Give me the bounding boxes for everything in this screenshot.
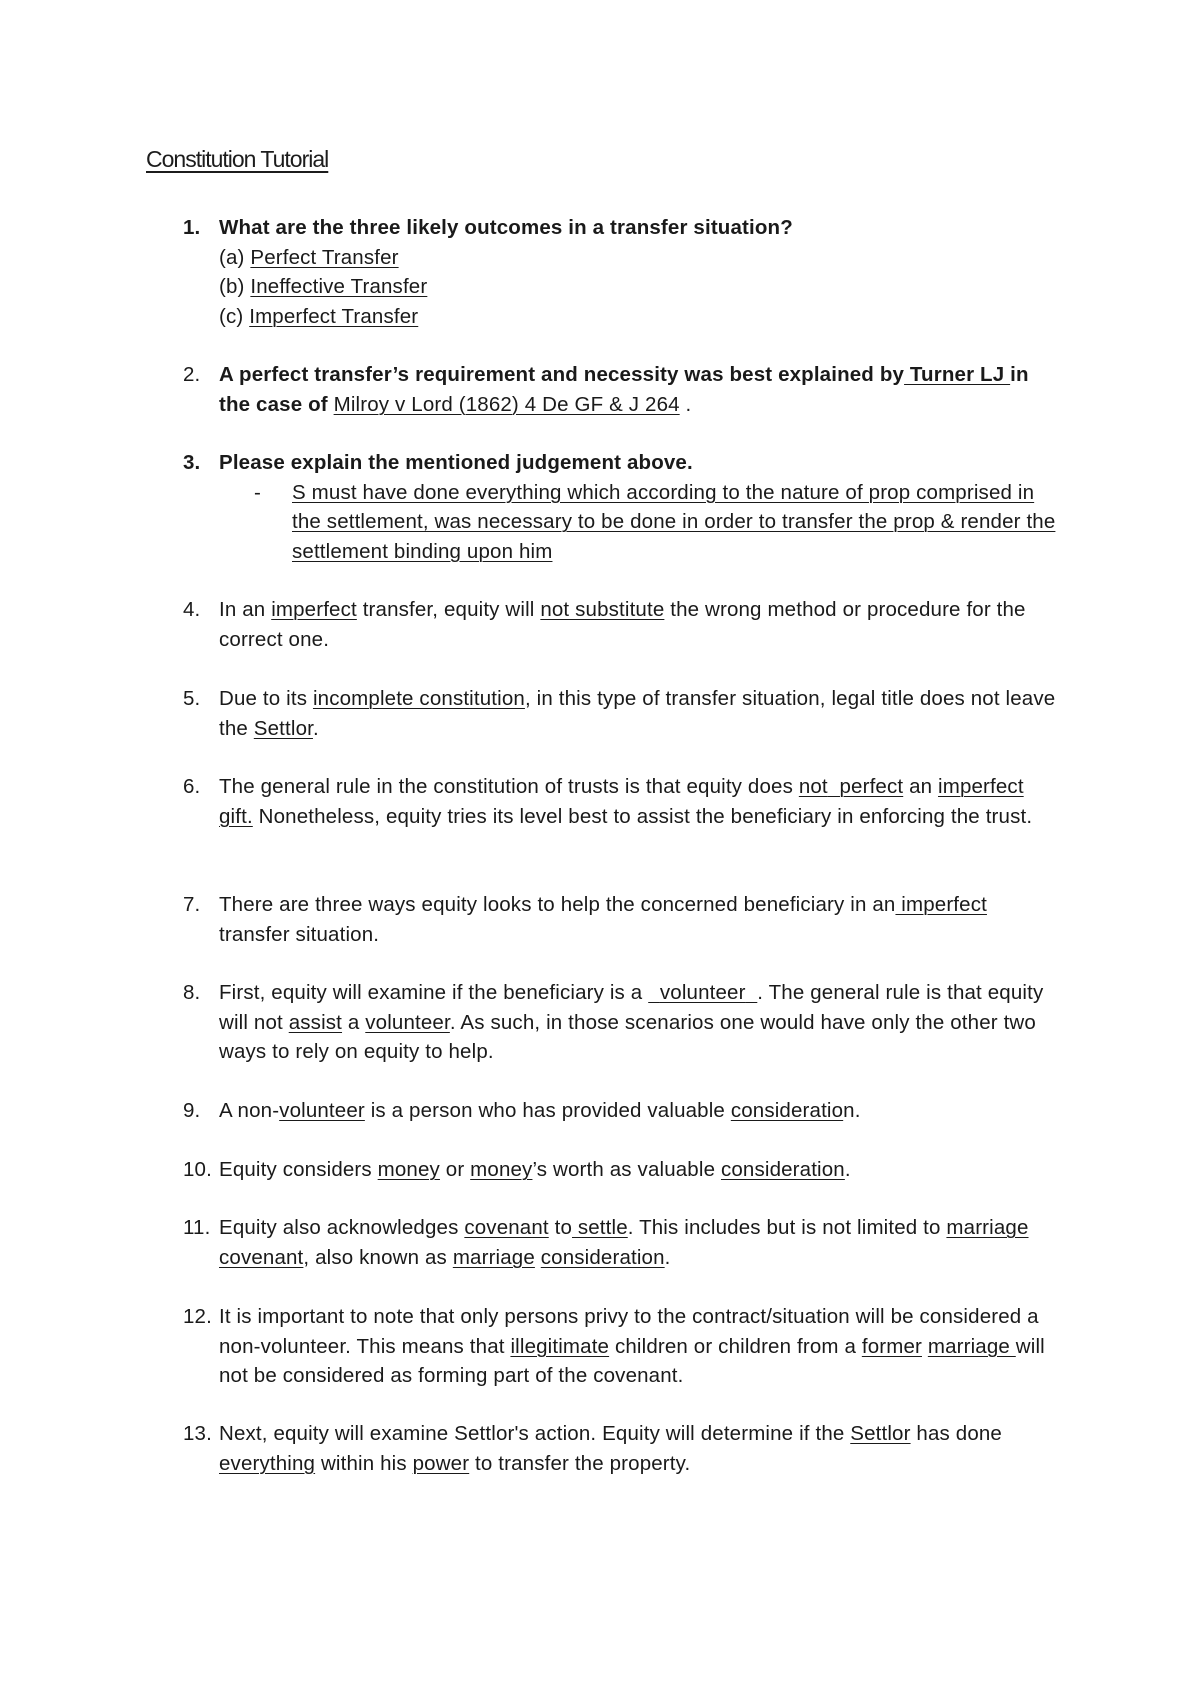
item-text: There are three ways equity looks to help the concerned beneficiary in an imperfect transfer situation. [219,893,987,946]
item-number: 13. [183,1422,212,1445]
item-7 [183,890,1063,949]
page-title: Constitution Tutorial [146,146,329,172]
item-number: 12. [183,1305,212,1328]
item-9 [183,1096,1063,1126]
item-10 [183,1155,1063,1185]
question-text: Please explain the mentioned judgement above. [219,451,693,474]
item-12 [183,1302,1063,1391]
item-text: The general rule in the constitution of trusts is that equity does not perfect an imperfect gift. Nonetheless, equity tries its level best to assist the beneficiary in enforcing the trust. [219,775,1033,828]
item-number: 5. [183,687,201,710]
option-a: (a) Perfect Transfer [219,245,399,269]
item-5 [183,684,1063,743]
question-3 [183,448,1063,566]
item-number: 10. [183,1158,212,1181]
item-4 [183,595,1063,654]
item-number: 9. [183,1099,201,1122]
answer-text: S must have done everything which according to the nature of prop comprised in the settlement, was necessary to be done in order to transfer the prop & render the settlement binding upon him [292,480,1056,563]
question-text: A perfect transfer’s requirement and necessity was best explained by Turner LJ in the case of Milroy v Lord (1862) 4 De GF & J 264 . [219,363,1029,416]
item-13 [183,1419,1063,1478]
option-c: (c) Imperfect Transfer [219,304,419,328]
item-number: 8. [183,981,201,1004]
item-number: 1. [183,216,201,239]
item-8 [183,978,1063,1067]
item-number: 2. [183,363,201,386]
question-1 [183,213,1063,331]
item-number: 4. [183,598,201,621]
item-11 [183,1213,1063,1272]
question-2 [183,360,1063,419]
option-b: (b) Ineffective Transfer [219,275,428,298]
item-text: First, equity will examine if the beneficiary is a volunteer . The general rule is that equity will not assist a volunteer. As such, in those scenarios one would have only the other two ways to rely on equity to help. [219,981,1044,1063]
item-number: 3. [183,451,201,474]
item-text: Equity considers money or money’s worth as valuable consideration. [219,1158,851,1181]
item-text: Next, equity will examine Settlor's action. Equity will determine if the Settlor has done everything within his power to transfer the property. [219,1422,1002,1475]
answer-bullet: - S must have done everything which according to the nature of prop comprised in the settlement, was necessary to be done in order to transfer the prop & render the settlement binding upon him [219,478,1063,567]
item-text: A non-volunteer is a person who has provided valuable consideration. [219,1099,861,1122]
item-number: 11. [183,1216,211,1239]
item-text: It is important to note that only persons privy to the contract/situation will be considered a non-volunteer. This means that illegitimate children or children from a former marriage will not be considered as forming part of the covenant. [219,1305,1045,1387]
item-6 [183,772,1063,831]
question-text: What are the three likely outcomes in a transfer situation? [219,216,793,239]
item-text: In an imperfect transfer, equity will not substitute the wrong method or procedure for the correct one. [219,598,1026,651]
item-number: 7. [183,893,201,916]
item-text: Due to its incomplete constitution, in this type of transfer situation, legal title does not leave the Settlor. [219,687,1056,740]
item-number: 6. [183,775,201,798]
item-text: Equity also acknowledges covenant to settle. This includes but is not limited to marriage covenant, also known as marriage consideration. [219,1216,1029,1269]
